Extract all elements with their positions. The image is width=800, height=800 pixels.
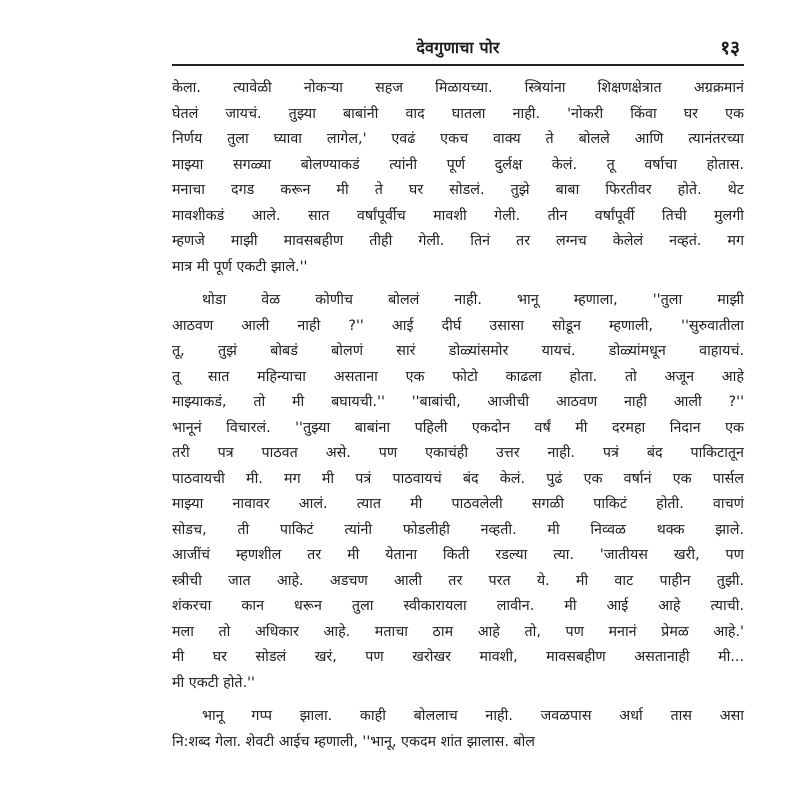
text-line: घेतलं जायचं. तुझ्या बाबांनी वाद घातला नाही. 'नोकरी किंवा घर एक <box>172 105 744 122</box>
text-line: भानूनं विचारलं. ''तुझ्या बाबांना पहिली एकदोन वर्षं मी दरमहा निदान एक <box>172 419 744 436</box>
paragraph <box>172 76 744 280</box>
text-line: सोडच, ती पाकिटं त्यांनी फोडलीही नव्हती. मी निव्वळ थक्क झाले. <box>172 521 744 538</box>
text-line: स्त्रीची जात आहे. अडचण आली तर परत ये. मी वाट पाहीन तुझी. <box>172 572 744 589</box>
running-title: देवगुणाचा पोर <box>416 38 500 57</box>
text-line: तरी पत्र पाठवत असे. पण एकाचंही उत्तर नाही. पत्रं बंद पाकिटातून <box>172 445 744 461</box>
text-line: केला. त्यावेळी नोकऱ्या सहज मिळायच्या. स्त्रियांना शिक्षणक्षेत्रात अग्रक्रमानं <box>172 80 744 96</box>
page-number: १३ <box>720 37 740 59</box>
text-line: आठवण आली नाही ?'' आई दीर्घ उसासा सोडून म्हणाली, ''सुरुवातीला <box>172 317 744 334</box>
text-line: थोडा वेळ कोणीच बोललं नाही. भानू म्हणाला, ''तुला माझी <box>202 292 744 308</box>
text-line: माझ्या नावावर आलं. त्यात मी पाठवलेली सगळी पाकिटं होती. वाचणं <box>172 496 744 512</box>
text-line: मनाचा दगड करून मी ते घर सोडलं. तुझे बाबा फिरतीवर होते. थेट <box>172 182 744 198</box>
text-line: पाठवायची मी. मग मी पत्रं पाठवायचं बंद केलं. पुढं एक वर्षानं एक पार्सल <box>172 470 744 487</box>
text-line: मला तो अधिकार आहे. मताचा ठाम आहे तो, पण मनानं प्रेमळ आहे.' <box>172 623 744 640</box>
page-body <box>172 76 744 755</box>
paragraph <box>172 704 744 755</box>
text-line: माझ्याकडं, तो मी बघायची.'' ''बाबांची, आजीची आठवण नाही आली ?'' <box>172 394 744 410</box>
text-line: मी घर सोडलं खरं, पण खरोखर मावशी, मावसबहीण असतानाही मी... <box>172 649 744 665</box>
text-line: म्हणजे माझी मावसबहीण तीही गेली. तिनं तर लग्नच केलेलं नव्हतं. मग <box>172 233 744 249</box>
text-line: मावशीकडं आले. सात वर्षांपूर्वीच मावशी गेली. तीन वर्षांपूर्वी तिची मुलगी <box>172 207 744 224</box>
text-line: निर्णय तुला घ्यावा लागेल,' एवढं एकच वाक्य ते बोलले आणि त्यानंतरच्या <box>172 131 744 147</box>
paragraph <box>172 288 744 696</box>
text-line: माझ्या सगळ्या बोलण्याकडं त्यांनी पूर्ण दुर्लक्ष केलं. तू वर्षाचा होतास. <box>172 156 744 173</box>
header-rule <box>172 64 744 66</box>
page-header <box>172 36 744 64</box>
text-line: मात्र मी पूर्ण एकटी झाले.'' <box>172 258 308 275</box>
text-line: तू, तुझं बोबडं बोलणं सारं डोळ्यांसमोर यायचं. डोळ्यांमधून वाहायचं. <box>172 343 744 359</box>
text-line: मी एकटी होते.'' <box>172 674 255 691</box>
text-line: तू सात महिन्याचा असताना एक फोटो काढला होता. तो अजून आहे <box>172 368 744 385</box>
text-line: नि:शब्द गेला. शेवटी आईच म्हणाली, ''भानू, एकदम शांत झालास. बोल <box>172 733 535 750</box>
text-line: शंकरचा कान धरून तुला स्वीकारायला लावीन. मी आई आहे त्याची. <box>172 598 744 614</box>
text-line: भानू गप्प झाला. काही बोललाच नाही. जवळपास अर्धा तास असा <box>202 708 744 724</box>
text-line: आजींचं म्हणशील तर मी येताना किती रडल्या त्या. 'जातीयस खरी, पण <box>172 547 744 563</box>
